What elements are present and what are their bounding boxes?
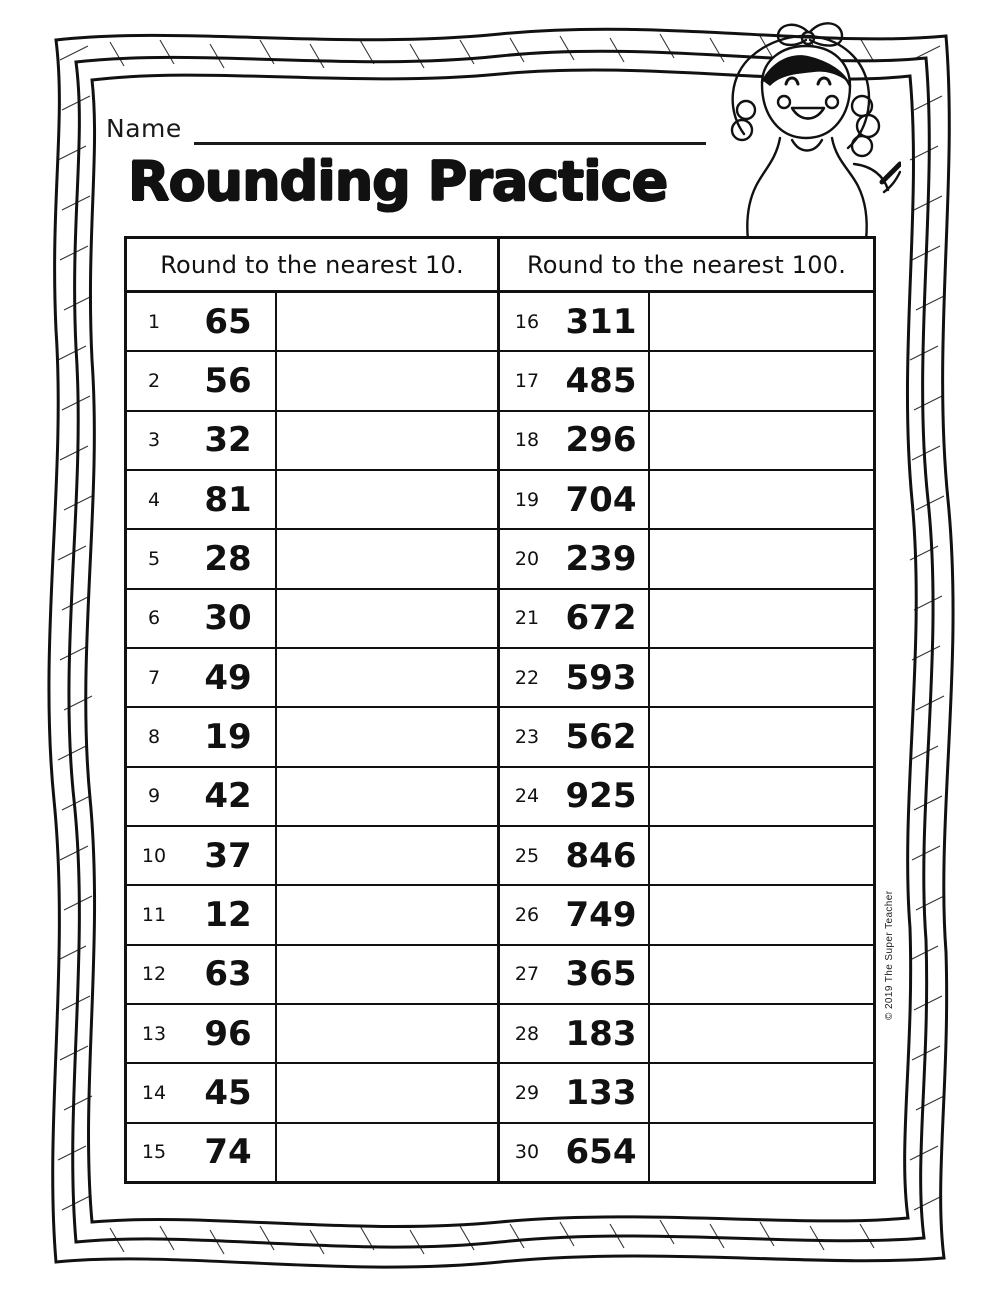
row-number: 11: [141, 903, 167, 926]
table-row: [500, 530, 873, 589]
answer-blank[interactable]: [277, 1064, 497, 1121]
row-value: 311: [554, 293, 650, 350]
table-row: [127, 1005, 497, 1064]
row-value: 65: [181, 293, 277, 350]
answer-blank[interactable]: [277, 827, 497, 884]
row-number: 14: [141, 1081, 167, 1104]
row-number: 5: [147, 547, 161, 570]
row-number: 25: [514, 844, 540, 867]
table-row: [500, 471, 873, 530]
row-value: 704: [554, 471, 650, 528]
row-number: 9: [147, 785, 161, 808]
row-number: 13: [141, 1022, 167, 1045]
answer-blank[interactable]: [277, 886, 497, 943]
row-number: 15: [141, 1141, 167, 1164]
answer-blank[interactable]: [277, 590, 497, 647]
row-value: 239: [554, 530, 650, 587]
row-number: 12: [141, 963, 167, 986]
row-value: 296: [554, 412, 650, 469]
column-header-round-to-100: Round to the nearest 100.: [500, 239, 873, 293]
table-row: [500, 1005, 873, 1064]
answer-blank[interactable]: [650, 471, 873, 528]
table-row: [127, 886, 497, 945]
row-number: 20: [514, 547, 540, 570]
row-value: 562: [554, 708, 650, 765]
row-number: 1: [147, 310, 161, 333]
answer-blank[interactable]: [277, 471, 497, 528]
row-value: 12: [181, 886, 277, 943]
table-row: [500, 886, 873, 945]
table-row: [500, 293, 873, 352]
row-value: 133: [554, 1064, 650, 1121]
row-value: 183: [554, 1005, 650, 1062]
row-value: 63: [181, 946, 277, 1003]
table-row: [500, 649, 873, 708]
copyright-notice: © 2019 The Super Teacher: [884, 890, 895, 1020]
answer-blank[interactable]: [650, 530, 873, 587]
row-value: 81: [181, 471, 277, 528]
table-row: [500, 768, 873, 827]
row-number: 4: [147, 488, 161, 511]
table-row: [500, 827, 873, 886]
row-value: 45: [181, 1064, 277, 1121]
row-number: 29: [514, 1081, 540, 1104]
row-number: 7: [147, 666, 161, 689]
row-value: 96: [181, 1005, 277, 1062]
answer-blank[interactable]: [650, 768, 873, 825]
column-round-to-10: [127, 239, 500, 1181]
row-value: 925: [554, 768, 650, 825]
answer-blank[interactable]: [277, 768, 497, 825]
answer-blank[interactable]: [277, 946, 497, 1003]
row-number: 23: [514, 725, 540, 748]
row-value: 672: [554, 590, 650, 647]
row-number: 6: [147, 607, 161, 630]
table-row: [500, 412, 873, 471]
row-number: 22: [514, 666, 540, 689]
page-title: Rounding Practice: [128, 150, 668, 213]
answer-blank[interactable]: [650, 590, 873, 647]
row-number: 10: [141, 844, 167, 867]
table-row: [127, 293, 497, 352]
row-number: 8: [147, 725, 161, 748]
answer-blank[interactable]: [277, 352, 497, 409]
answer-blank[interactable]: [650, 1064, 873, 1121]
row-value: 56: [181, 352, 277, 409]
rows-round-to-10: [127, 293, 497, 1181]
row-value: 49: [181, 649, 277, 706]
answer-blank[interactable]: [277, 293, 497, 350]
answer-blank[interactable]: [650, 293, 873, 350]
name-input-line[interactable]: [194, 118, 706, 145]
column-header-round-to-10: Round to the nearest 10.: [127, 239, 497, 293]
answer-blank[interactable]: [650, 946, 873, 1003]
answer-blank[interactable]: [277, 649, 497, 706]
table-row: [500, 946, 873, 1005]
row-value: 30: [181, 590, 277, 647]
column-round-to-100: [500, 239, 873, 1181]
table-row: [500, 1124, 873, 1181]
row-number: 3: [147, 429, 161, 452]
table-row: [127, 412, 497, 471]
row-number: 21: [514, 607, 540, 630]
row-number: 17: [514, 369, 540, 392]
table-row: [500, 708, 873, 767]
row-value: 42: [181, 768, 277, 825]
row-value: 749: [554, 886, 650, 943]
table-row: [127, 471, 497, 530]
table-row: [127, 530, 497, 589]
answer-blank[interactable]: [650, 827, 873, 884]
answer-blank[interactable]: [650, 1005, 873, 1062]
name-label: Name: [106, 114, 182, 143]
girl-with-pencil-illustration: [686, 14, 901, 244]
table-row: [127, 946, 497, 1005]
answer-blank[interactable]: [650, 649, 873, 706]
answer-blank[interactable]: [277, 708, 497, 765]
table-row: [127, 1064, 497, 1123]
row-number: 24: [514, 785, 540, 808]
row-value: 485: [554, 352, 650, 409]
table-row: [127, 827, 497, 886]
row-value: 846: [554, 827, 650, 884]
answer-blank[interactable]: [277, 530, 497, 587]
table-row: [127, 590, 497, 649]
row-value: 365: [554, 946, 650, 1003]
answer-blank[interactable]: [650, 352, 873, 409]
name-field[interactable]: [106, 105, 706, 145]
table-row: [500, 352, 873, 411]
table-row: [127, 768, 497, 827]
row-number: 16: [514, 310, 540, 333]
row-value: 593: [554, 649, 650, 706]
table-row: [127, 352, 497, 411]
row-value: 37: [181, 827, 277, 884]
table-row: [500, 590, 873, 649]
table-row: [500, 1064, 873, 1123]
row-number: 18: [514, 429, 540, 452]
row-value: 654: [554, 1124, 650, 1181]
answer-blank[interactable]: [277, 1124, 497, 1181]
row-value: 28: [181, 530, 277, 587]
rows-round-to-100: [500, 293, 873, 1181]
row-number: 19: [514, 488, 540, 511]
answer-blank[interactable]: [650, 1124, 873, 1181]
row-number: 27: [514, 963, 540, 986]
table-row: [127, 1124, 497, 1181]
answer-blank[interactable]: [650, 708, 873, 765]
row-value: 74: [181, 1124, 277, 1181]
row-number: 2: [147, 369, 161, 392]
table-row: [127, 708, 497, 767]
worksheet-table: [124, 236, 876, 1184]
row-number: 28: [514, 1022, 540, 1045]
row-value: 19: [181, 708, 277, 765]
table-row: [127, 649, 497, 708]
answer-blank[interactable]: [650, 412, 873, 469]
answer-blank[interactable]: [650, 886, 873, 943]
row-number: 30: [514, 1141, 540, 1164]
answer-blank[interactable]: [277, 1005, 497, 1062]
answer-blank[interactable]: [277, 412, 497, 469]
row-number: 26: [514, 903, 540, 926]
row-value: 32: [181, 412, 277, 469]
